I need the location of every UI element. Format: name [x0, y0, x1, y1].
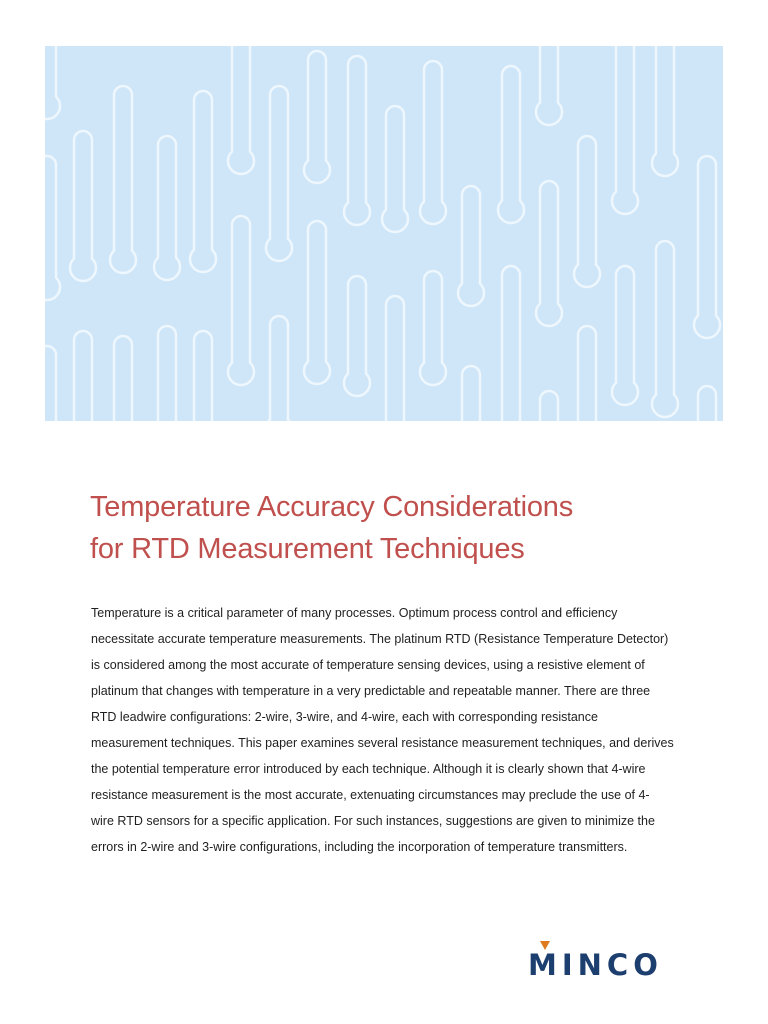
- body-line: is considered among the most accurate of temperature sensing devices, using a resistive element of: [91, 658, 645, 672]
- body-line: Temperature is a critical parameter of many processes. Optimum process control and efficiency: [91, 606, 618, 620]
- minco-logo: [528, 938, 678, 982]
- body-line: errors in 2-wire and 3-wire configurations, including the incorporation of temperature transmitters.: [91, 840, 628, 854]
- body-line: the potential temperature error introduced by each technique. Although it is clearly shown that 4-wire: [91, 762, 646, 776]
- body-line: RTD leadwire configurations: 2-wire, 3-wire, and 4-wire, each with corresponding resistance: [91, 710, 598, 724]
- abstract-paragraph: [91, 600, 691, 860]
- body-line: measurement techniques. This paper examines several resistance measurement techniques, and derives: [91, 736, 674, 750]
- logo-wordmark: MINCO: [528, 948, 663, 982]
- thermometer-pattern-banner: [45, 46, 723, 421]
- thermometer-icon-pattern: [45, 46, 723, 421]
- body-line: necessitate accurate temperature measurements. The platinum RTD (Resistance Temperature Detector): [91, 632, 669, 646]
- body-line: platinum that changes with temperature in a very predictable and repeatable manner. There are three: [91, 684, 651, 698]
- body-line: resistance measurement is the most accurate, extenuating circumstances may preclude the use of 4-: [91, 788, 650, 802]
- body-line: wire RTD sensors for a specific application. For such instances, suggestions are given to minimize the: [91, 814, 655, 828]
- document-title: [90, 486, 710, 570]
- title-line: Temperature Accuracy Considerations: [90, 491, 574, 523]
- title-line: for RTD Measurement Techniques: [90, 533, 525, 565]
